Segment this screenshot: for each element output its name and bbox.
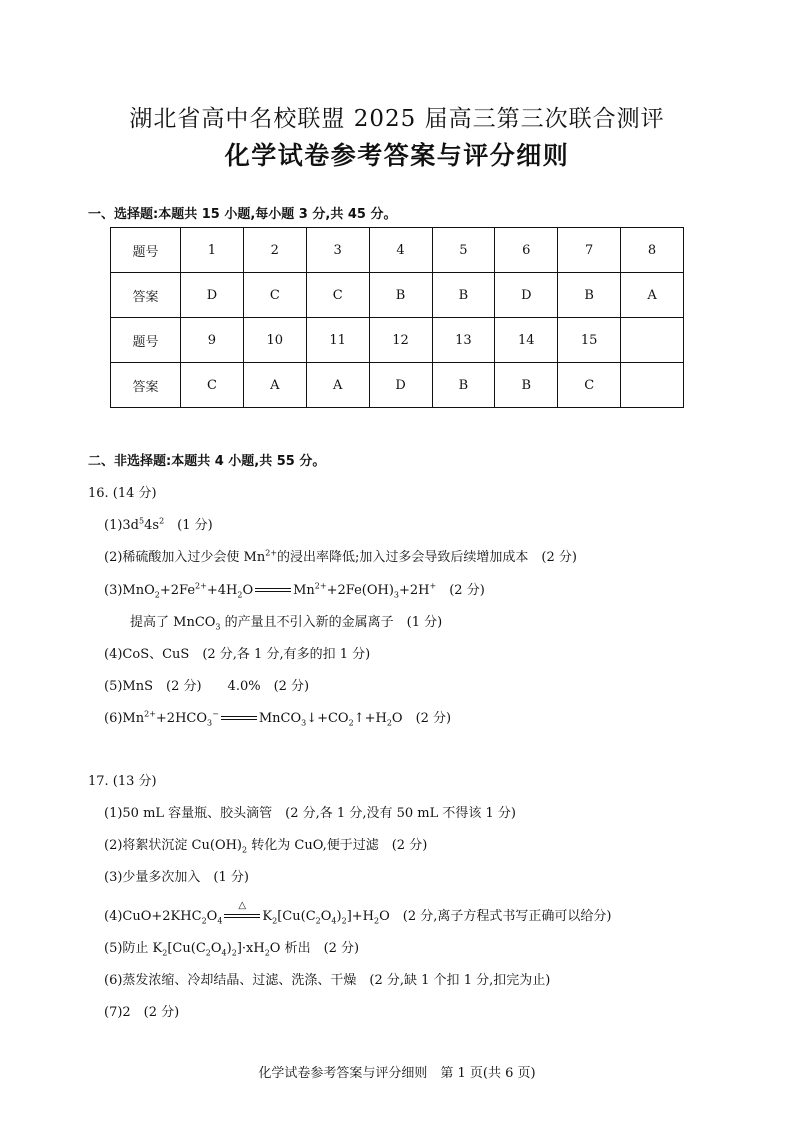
- question-number: 13: [432, 318, 495, 363]
- answer-cell: [621, 363, 684, 408]
- q16-answer-5: (5)MnS (2 分) 4.0% (2 分): [104, 679, 310, 694]
- answer-cell: B: [369, 273, 432, 318]
- question-number: 9: [181, 318, 244, 363]
- equals-sign-icon: [255, 587, 291, 595]
- answer-cell: D: [495, 273, 558, 318]
- q16-answer-3: $(3)MnO_2+2Fe^{2+}+4H_2O$ $Mn^{2+}+2Fe(OH)_3+2H^+$ (2 分): [104, 581, 485, 600]
- answer-cell: B: [495, 363, 558, 408]
- answer-cell: B: [558, 273, 621, 318]
- question-number: [621, 318, 684, 363]
- q16-answer-1: $(1)3d^54s^2$ (1 分): [104, 516, 213, 533]
- question-number: 7: [558, 228, 621, 273]
- q17-answer-3: (3)少量多次加入 (1 分): [104, 870, 249, 885]
- question-number: 5: [432, 228, 495, 273]
- question-number: 2: [243, 228, 306, 273]
- row-label-answer: 答案: [111, 273, 181, 318]
- q17-answer-6: (6)蒸发浓缩、冷却结晶、过滤、洗涤、干燥 (2 分,缺 1 个扣 1 分,扣完为止): [104, 973, 551, 988]
- equals-sign-icon: [221, 715, 257, 723]
- question-number: 1: [181, 228, 244, 273]
- question-number: 14: [495, 318, 558, 363]
- question-number: 10: [243, 318, 306, 363]
- answer-cell: A: [621, 273, 684, 318]
- table-row: [111, 318, 684, 363]
- question-number: 4: [369, 228, 432, 273]
- table-row: [111, 363, 684, 408]
- q17-answer-5: (5)防止 $K_2[Cu(C_2O_4)_2]\cdot xH_2O$ 析出 (2 分): [104, 941, 360, 958]
- answer-cell: C: [243, 273, 306, 318]
- section-2-heading: 二、非选择题:本题共 4 小题,共 55 分。: [88, 454, 326, 469]
- answer-cell: C: [306, 273, 369, 318]
- q17-answer-7: (7)2 (2 分): [104, 1005, 180, 1020]
- table-row: [111, 228, 684, 273]
- question-number: 11: [306, 318, 369, 363]
- answer-cell: A: [243, 363, 306, 408]
- question-number: 6: [495, 228, 558, 273]
- answer-key-title: 化学试卷参考答案与评分细则: [224, 141, 570, 170]
- answer-table: [110, 227, 684, 408]
- answer-cell: A: [306, 363, 369, 408]
- question-number: 8: [621, 228, 684, 273]
- question-number: 15: [558, 318, 621, 363]
- section-1-heading: 一、选择题:本题共 15 小题,每小题 3 分,共 45 分。: [88, 207, 397, 222]
- answer-cell: B: [432, 363, 495, 408]
- table-row: [111, 273, 684, 318]
- q16-answer-2: (2)稀硫酸加入过少会使 $Mn^{2+}$的浸出率降低;加入过多会导致后续增加成本 (2 分): [104, 548, 577, 565]
- row-label-question: 题号: [111, 318, 181, 363]
- row-label-answer: 答案: [111, 363, 181, 408]
- answer-cell: C: [181, 363, 244, 408]
- q17-answer-2: (2)将絮状沉淀 $Cu(OH)_2$ 转化为 CuO,便于过滤 (2 分): [104, 838, 428, 855]
- q17-title: 17. (13 分): [88, 774, 157, 789]
- q17-answer-4: $(4)CuO+2KHC_2O_4$ △ $K_2[Cu(C_2O_4)_2]+H_2O$ (2 分,离子方程式书写正确可以给分): [104, 899, 612, 926]
- q16-answer-6: $(6)Mn^{2+}+2HCO_3^-$ $MnCO_3↓+CO_2↑+H_2O$ (2 分): [104, 709, 452, 728]
- answer-cell: B: [432, 273, 495, 318]
- heat-equals-sign-icon: [224, 899, 260, 921]
- exam-title: 湖北省高中名校联盟 2025 届高三第三次联合测评: [129, 106, 665, 132]
- q17-answer-1: (1)50 mL 容量瓶、胶头滴管 (2 分,各 1 分,没有 50 mL 不得该 1 分): [104, 806, 516, 821]
- question-number: 12: [369, 318, 432, 363]
- heat-triangle-icon: △: [238, 899, 247, 911]
- page-footer: 化学试卷参考答案与评分细则 第 1 页(共 6 页): [258, 1066, 536, 1081]
- question-number: 3: [306, 228, 369, 273]
- q16-answer-3b: 提高了 MnCO$_3$ 的产量且不引入新的金属离子 (1 分): [130, 615, 443, 632]
- q16-answer-4: (4)CoS、CuS (2 分,各 1 分,有多的扣 1 分): [104, 647, 371, 662]
- row-label-question: 题号: [111, 228, 181, 273]
- q16-title: 16. (14 分): [88, 486, 157, 501]
- answer-cell: C: [558, 363, 621, 408]
- answer-cell: D: [181, 273, 244, 318]
- answer-cell: D: [369, 363, 432, 408]
